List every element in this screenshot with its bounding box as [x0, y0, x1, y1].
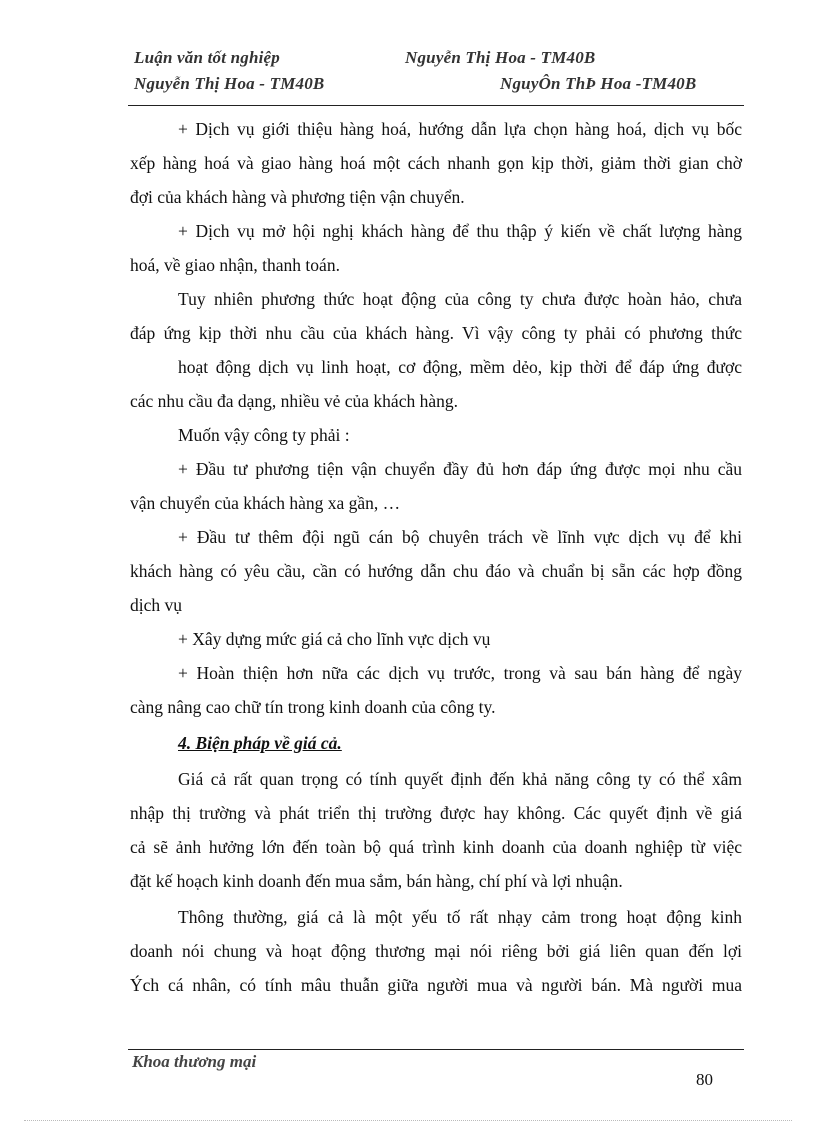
paragraph-improve-services — [130, 656, 742, 724]
text-line: doanh nói chung và hoạt động thương mại nói riêng bởi giá liên quan đến lợi — [130, 941, 742, 961]
text-line: Giá cả rất quan trọng có tính quyết định đến khả năng công ty có thể xâm — [178, 769, 742, 789]
page-number: 80 — [696, 1070, 713, 1089]
header-author-left: Nguyễn Thị Hoa - TM40B — [134, 74, 325, 93]
paragraph-price-importance — [130, 762, 742, 898]
text-line: càng nâng cao chữ tín trong kinh doanh của công ty. — [130, 697, 496, 717]
text-line: khách hàng có yêu cầu, cần có hướng dẫn chu đáo và chuẩn bị sẵn các hợp đồng — [130, 561, 742, 581]
section-heading: 4. Biện pháp về giá cả. — [178, 733, 342, 753]
page-bottom-dotted-rule — [24, 1120, 792, 1121]
footer-divider — [128, 1049, 744, 1050]
paragraph-customer-conference — [130, 214, 742, 282]
footer-faculty: Khoa thương mại — [132, 1052, 257, 1071]
header-thesis-label: Luận văn tốt nghiệp — [134, 48, 280, 67]
text-line: nhập thị trường và phát triển thị trường được hay không. Các quyết định về giá — [130, 803, 742, 823]
text-line: dịch vụ — [130, 595, 183, 615]
paragraph-invest-staff — [130, 520, 742, 622]
text-line: các nhu cầu đa dạng, nhiều vẻ của khách hàng. — [130, 391, 458, 411]
text-line: đặt kế hoạch kinh doanh đến mua sắm, bán hàng, chí phí và lợi nhuận. — [130, 871, 623, 891]
header-author-right: Nguyễn Thị Hoa - TM40B — [405, 48, 596, 67]
paragraph-therefore — [130, 418, 742, 452]
text-line: + Đầu tư phương tiện vận chuyển đầy đủ hơn đáp ứng được mọi nhu cầu — [178, 459, 742, 479]
text-line: + Hoàn thiện hơn nữa các dịch vụ trước, trong và sau bán hàng để ngày — [178, 663, 742, 683]
text-line: + Dịch vụ mở hội nghị khách hàng để thu thập ý kiến về chất lượng hàng — [178, 221, 742, 241]
paragraph-invest-transport — [130, 452, 742, 520]
paragraph-pricing-services — [130, 622, 742, 656]
text-line: đáp ứng kịp thời nhu cầu của khách hàng. Vì vậy công ty phải có phương thức — [130, 323, 742, 343]
text-line: hoá, về giao nhận, thanh toán. — [130, 255, 340, 275]
paragraph-however — [130, 282, 742, 418]
text-line: Thông thường, giá cả là một yếu tố rất nhạy cảm trong hoạt động kinh — [178, 907, 742, 927]
header-author-garbled: NguyÔn ThÞ Hoa -TM40B — [500, 74, 697, 93]
text-line: hoạt động dịch vụ linh hoạt, cơ động, mềm dẻo, kịp thời để đáp ứng được — [178, 357, 742, 377]
text-line: đợi của khách hàng và phương tiện vận chuyển. — [130, 187, 465, 207]
text-line: cả sẽ ảnh hưởng lớn đến toàn bộ quá trình kinh doanh của doanh nghiệp từ việc — [130, 837, 742, 857]
text-line: + Dịch vụ giới thiệu hàng hoá, hướng dẫn lựa chọn hàng hoá, dịch vụ bốc — [178, 119, 742, 139]
text-line: vận chuyển của khách hàng xa gần, … — [130, 493, 401, 513]
text-line: Tuy nhiên phương thức hoạt động của công ty chưa được hoàn hảo, chưa — [178, 289, 742, 309]
text-line: + Xây dựng mức giá cả cho lĩnh vực dịch vụ — [178, 629, 491, 649]
text-line: Muốn vậy công ty phải : — [178, 425, 350, 445]
header-divider — [128, 105, 744, 106]
text-line: Ých cá nhân, có tính mâu thuẫn giữa người mua và người bán. Mà người mua — [130, 975, 742, 995]
paragraph-services-intro — [130, 112, 742, 214]
text-line: + Đầu tư thêm đội ngũ cán bộ chuyên trách về lĩnh vực dịch vụ để khi — [178, 527, 742, 547]
paragraph-price-sensitivity — [130, 900, 742, 1002]
text-line: xếp hàng hoá và giao hàng hoá một cách nhanh gọn kịp thời, giảm thời gian chờ — [130, 153, 742, 173]
